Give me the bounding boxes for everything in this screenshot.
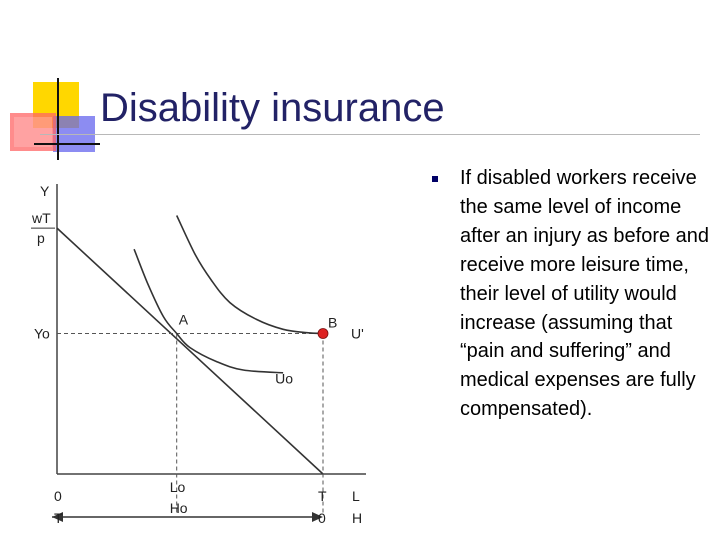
x-tick-top-1: Lo (169, 479, 186, 495)
budget-line (57, 228, 323, 474)
x-tick-bottom-1: Ho (169, 500, 188, 516)
x-tick-top-2: T (318, 488, 327, 504)
indifference-curve-0 (134, 249, 283, 373)
x-axis-label-bottom: H (352, 510, 363, 526)
x-axis-label-top: L (352, 488, 360, 504)
curve-label-u0: Uo (275, 370, 294, 387)
title-underline (40, 134, 700, 135)
y-tick-denominator: p (37, 230, 45, 247)
x-tick-top-0: 0 (54, 488, 62, 504)
bullet-text: If disabled workers receive the same level of income after an injury as before and receive more leisure time, their level of utility would increase (assuming that “pain and suffering” and medical expenses are fully compensated). (460, 167, 710, 421)
bullet-marker (432, 176, 438, 182)
point-label-a: A (178, 311, 189, 328)
labor-leisure-chart (28, 176, 380, 534)
point-b-marker (318, 329, 328, 339)
point-label-b: B (328, 314, 338, 331)
logo-red-highlight (14, 117, 52, 147)
curve-label-u1: U' (351, 325, 364, 342)
slide-title: Disability insurance (100, 86, 445, 130)
y-tick-label: Yo (34, 325, 50, 342)
x-tick-bottom-2: 0 (318, 510, 326, 526)
y-axis-label: Y (40, 183, 50, 199)
indifference-curve-1 (177, 216, 323, 334)
slide-logo-graphic (0, 0, 100, 170)
x-tick-bottom-0: T (54, 510, 63, 526)
y-tick-numerator: wT (32, 210, 51, 227)
